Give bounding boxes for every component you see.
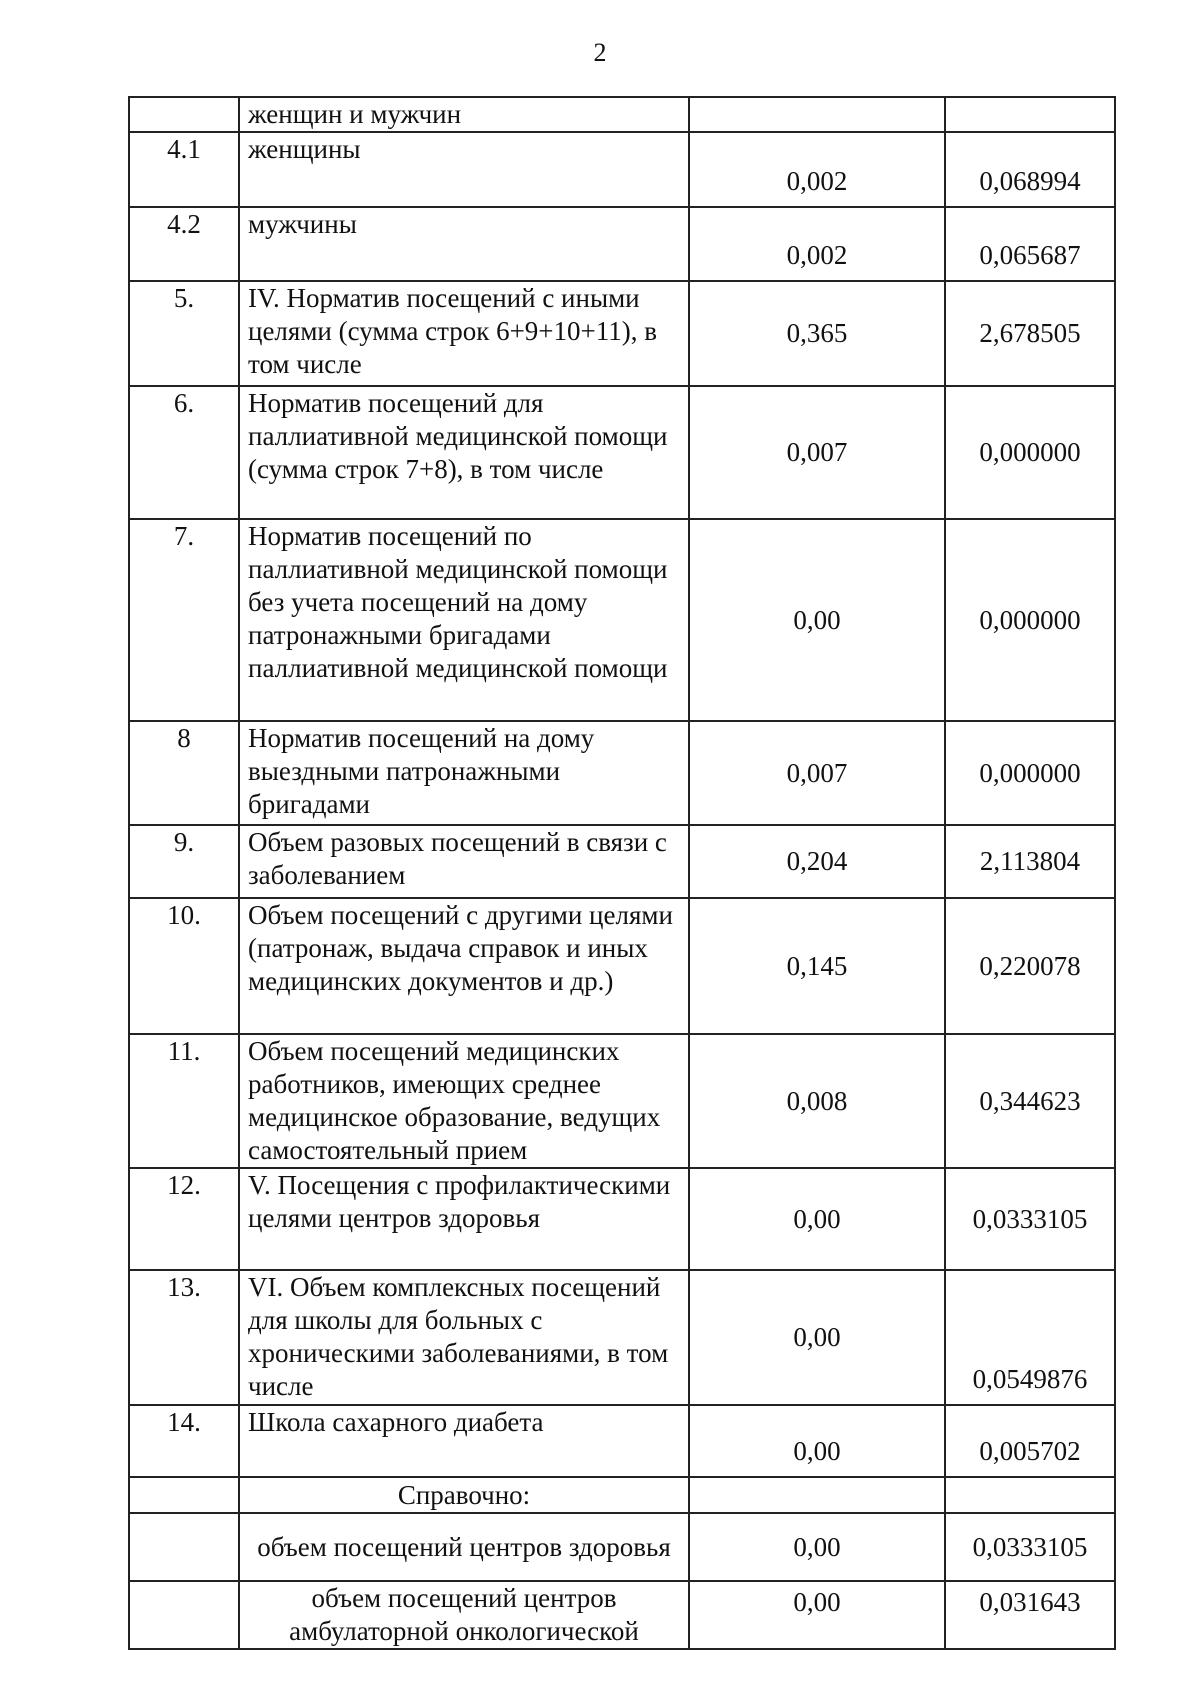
- row-value-1: 0,204: [689, 825, 945, 898]
- row-value-1: 0,00: [689, 1405, 945, 1477]
- row-value-2: 0,0333105: [945, 1513, 1115, 1581]
- row-name: Норматив посещений для паллиативной медицинской помощи (сумма строк 7+8), в том числе: [239, 386, 689, 519]
- row-number: 9.: [129, 825, 239, 898]
- table-row: [129, 132, 1115, 207]
- row-number: 5.: [129, 281, 239, 386]
- table-row: [129, 1168, 1115, 1270]
- table-row: [129, 1405, 1115, 1477]
- page-number: 2: [593, 38, 607, 67]
- table-row: [129, 1270, 1115, 1405]
- row-number: 14.: [129, 1405, 239, 1477]
- row-value-2: 0,0333105: [945, 1168, 1115, 1270]
- row-name: объем посещений центров амбулаторной онкологической: [239, 1581, 689, 1649]
- row-number: 4.2: [129, 207, 239, 281]
- reference-header-row: [129, 1477, 1115, 1513]
- row-number: [129, 1477, 239, 1513]
- row-value-1: 0,145: [689, 898, 945, 1034]
- row-value-2: 0,065687: [945, 207, 1115, 281]
- row-number: 12.: [129, 1168, 239, 1270]
- row-number: [129, 1581, 239, 1649]
- row-value-1: 0,00: [689, 1168, 945, 1270]
- table-row: [129, 898, 1115, 1034]
- row-value-1: 0,007: [689, 386, 945, 519]
- table-row: [129, 721, 1115, 825]
- row-value-2: 0,068994: [945, 132, 1115, 207]
- row-value-2: 0,005702: [945, 1405, 1115, 1477]
- row-value-2: 0,000000: [945, 519, 1115, 721]
- row-value-1: 0,002: [689, 207, 945, 281]
- row-name: женщин и мужчин: [239, 97, 689, 132]
- row-number: [129, 97, 239, 132]
- row-number: 8: [129, 721, 239, 825]
- row-name: женщины: [239, 132, 689, 207]
- row-name: Объем посещений медицинских работников, имеющих среднее медицинское образование, ведущих самостоятельный прием: [239, 1034, 689, 1168]
- row-number: 6.: [129, 386, 239, 519]
- reference-label: Справочно:: [239, 1477, 689, 1513]
- table-row: [129, 1034, 1115, 1168]
- row-name: объем посещений центров здоровья: [239, 1513, 689, 1581]
- row-value-1: 0,00: [689, 1581, 945, 1649]
- row-name: IV. Норматив посещений с иными целями (сумма строк 6+9+10+11), в том числе: [239, 281, 689, 386]
- row-value-2: 0,344623: [945, 1034, 1115, 1168]
- row-name: Объем разовых посещений в связи с заболеванием: [239, 825, 689, 898]
- row-value-1: [689, 1477, 945, 1513]
- table-row: [129, 386, 1115, 519]
- table-row: [129, 97, 1115, 132]
- row-name: мужчины: [239, 207, 689, 281]
- row-value-1: 0,007: [689, 721, 945, 825]
- row-value-2: 0,031643: [945, 1581, 1115, 1649]
- row-value-2: 0,000000: [945, 721, 1115, 825]
- row-value-2: 0,220078: [945, 898, 1115, 1034]
- table-row: [129, 1581, 1115, 1649]
- row-value-1: 0,008: [689, 1034, 945, 1168]
- row-name: VI. Объем комплексных посещений для школы для больных с хроническими заболеваниями, в том числе: [239, 1270, 689, 1405]
- row-value-2: 0,000000: [945, 386, 1115, 519]
- row-name: Норматив посещений по паллиативной медицинской помощи без учета посещений на дому патронажными бригадами паллиативной медицинской помощи: [239, 519, 689, 721]
- row-value-1: 0,365: [689, 281, 945, 386]
- row-value-1: 0,00: [689, 1270, 945, 1405]
- table-row: [129, 1513, 1115, 1581]
- row-value-2: 2,678505: [945, 281, 1115, 386]
- row-number: 7.: [129, 519, 239, 721]
- row-value-1: 0,00: [689, 519, 945, 721]
- row-value-2: [945, 97, 1115, 132]
- row-value-2: 2,113804: [945, 825, 1115, 898]
- row-value-1: 0,002: [689, 132, 945, 207]
- row-name: Объем посещений с другими целями (патронаж, выдача справок и иных медицинских документов и др.): [239, 898, 689, 1034]
- row-value-2: 0,0549876: [945, 1270, 1115, 1405]
- row-name: Норматив посещений на дому выездными патронажными бригадами: [239, 721, 689, 825]
- row-number: 10.: [129, 898, 239, 1034]
- row-value-2: [945, 1477, 1115, 1513]
- table-row: [129, 207, 1115, 281]
- table-row: [129, 825, 1115, 898]
- row-value-1: 0,00: [689, 1513, 945, 1581]
- row-number: 4.1: [129, 132, 239, 207]
- row-name: Школа сахарного диабета: [239, 1405, 689, 1477]
- row-number: [129, 1513, 239, 1581]
- row-number: 13.: [129, 1270, 239, 1405]
- table-row: [129, 281, 1115, 386]
- table-row: [129, 519, 1115, 721]
- row-number: 11.: [129, 1034, 239, 1168]
- row-value-1: [689, 97, 945, 132]
- norms-table: [128, 96, 1116, 1650]
- row-name: V. Посещения с профилактическими целями центров здоровья: [239, 1168, 689, 1270]
